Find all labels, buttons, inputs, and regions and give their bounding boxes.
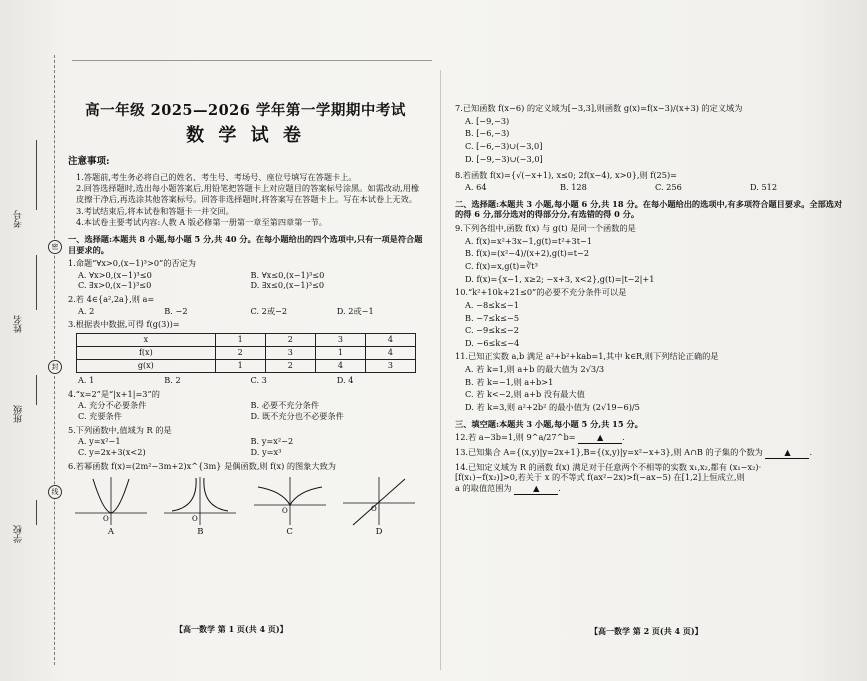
option-c: C. −9≤k≤−2 <box>465 325 519 336</box>
option-c: C. [−6,−3)∪(−3,0] <box>465 140 543 151</box>
option-d: D. 既不充分也不必要条件 <box>250 411 344 422</box>
option-c: C. 2或−2 <box>250 305 288 316</box>
question-5-options <box>78 436 423 457</box>
answer-blank: ▲ <box>765 447 809 459</box>
option-c: C. 3 <box>250 375 267 386</box>
section-2-heading: 二、选择题:本题共 3 小题,每小题 6 分,共 18 分。在每小题给出的选项中,有多项符合题目要求。全部选对的得 6 分,部分选对的得部分分,有选错的得 0 分。 <box>455 198 843 220</box>
option-d: D. 2或−1 <box>336 305 374 316</box>
question-8-options <box>465 182 845 193</box>
question-2: 2.若 4∈{a²,2a},则 a= <box>68 294 155 305</box>
question-4: 4.“x=2”是“|x+1|=3”的 <box>68 388 160 399</box>
question-7-options <box>465 116 845 165</box>
option-b: B. −2 <box>164 305 188 316</box>
page-2-footer: 【高一数学 第 2 页(共 4 页)】 <box>590 626 703 636</box>
table-cell: 3 <box>315 334 365 347</box>
option-d: D. y=x³ <box>250 447 282 458</box>
question-9-options <box>465 236 845 285</box>
table-row <box>77 347 416 360</box>
option-b: B. [−6,−3) <box>465 128 510 139</box>
question-14-line-3: a 的取值范围为 <box>455 483 512 494</box>
option-c: C. f(x)=x,g(t)=∛t³ <box>465 260 538 271</box>
option-a: A. 64 <box>465 181 487 192</box>
svg-text:O: O <box>192 515 199 524</box>
note-item: 2.回答选择题时,选出每小题答案后,用铅笔把答题卡上对应题目的答案标号涂黑。如需改动,用橡皮擦干净后,再选涂其他答案标号。回答非选择题时,将答案写在答题卡上。写在本试卷上无效。 <box>76 183 420 204</box>
exam-title: 高一年级 2025—2026 学年第一学期期中考试 <box>85 102 406 119</box>
question-6: 6.若幂函数 f(x)=(2m²−3m+2)x^{3m} 是偶函数,则 f(x) 的图象大致为 <box>68 460 336 471</box>
fill-line-xuexiao <box>36 500 37 525</box>
question-4-options <box>78 400 423 421</box>
section-1-heading: 一、选择题:本题共 8 小题,每小题 5 分,共 40 分。在每小题给出的四个选项中,只有一项是符合题目要求的。 <box>68 233 423 255</box>
option-a: A. y=x²−1 <box>78 436 121 447</box>
question-3-options <box>78 375 423 386</box>
graph-label-b: B <box>197 527 204 538</box>
label-xingming: 姓名 <box>14 315 24 333</box>
page-1-footer: 【高一数学 第 1 页(共 4 页)】 <box>175 624 288 634</box>
option-d: D. −6≤k≤−4 <box>465 337 520 348</box>
question-10-options <box>465 300 845 349</box>
question-2-options <box>78 306 423 317</box>
table-cell: g(x) <box>77 360 216 373</box>
question-13 <box>455 447 845 459</box>
table-cell: 3 <box>265 347 315 360</box>
svg-text:O: O <box>370 505 377 514</box>
option-b: B. 若 k=−1,则 a+b>1 <box>465 376 554 387</box>
option-b: B. 必要不充分条件 <box>250 400 320 411</box>
label-banji: 班级 <box>14 405 24 423</box>
top-line <box>72 60 432 61</box>
answer-blank: ▲ <box>578 432 622 444</box>
seal-mark-feng: 封 <box>48 360 62 374</box>
graph-option-d <box>338 475 420 538</box>
table-cell: 2 <box>265 360 315 373</box>
value-table <box>76 333 416 373</box>
table-cell: 1 <box>315 347 365 360</box>
option-a: A. f(x)=x²+3x−1,g(t)=t²+3t−1 <box>465 235 593 246</box>
question-7: 7.已知函数 f(x−6) 的定义域为[−3,3],则函数 g(x)=f(x−3)/(x+3) 的定义域为 <box>455 103 743 113</box>
question-1-options <box>78 270 423 291</box>
option-a: A. 充分不必要条件 <box>78 400 147 411</box>
note-item: 4.本试卷主要考试内容:人教 A 版必修第一册第一章至第四章第一节。 <box>76 217 327 228</box>
option-a: A. −8≤k≤−1 <box>465 299 519 310</box>
table-cell: f(x) <box>77 347 216 360</box>
note-item: 1.答题前,考生务必将自己的姓名、考生号、考场号、座位号填写在答题卡上。 <box>76 171 357 182</box>
question-11: 11.已知正实数 a,b 满足 a²+b²+kab=1,其中 k∈R,则下列结论正确的是 <box>455 351 719 362</box>
label-kaohao: 考号 <box>14 210 24 228</box>
note-item: 3.考试结束后,将本试卷和答题卡一并交回。 <box>76 205 234 216</box>
option-b: B. f(x)=(x²−4)/(x+2),g(t)=t−2 <box>465 248 590 259</box>
question-14-line-1: 14.已知定义域为 R 的函数 f(x) 满足对于任意两个不相等的实数 x₁,x₂,都有 (x₁−x₂)· <box>455 461 762 472</box>
table-row <box>77 334 416 347</box>
option-a: A. [−9,−3) <box>465 115 510 126</box>
option-b: B. 128 <box>560 181 587 192</box>
question-12-tail: . <box>622 432 625 443</box>
option-a: A. 若 k=1,则 a+b 的最大值为 2√3/3 <box>465 364 605 375</box>
option-c: C. 若 k<−2,则 a+b 没有最大值 <box>465 389 585 400</box>
page-fold <box>440 70 441 670</box>
seal-mark-mi: 密 <box>48 240 62 254</box>
graph-option-b <box>159 475 241 538</box>
question-1: 1.命题“∀x>0,(x−1)³>0”的否定为 <box>68 258 196 269</box>
table-cell: 1 <box>215 360 265 373</box>
question-9: 9.下列各组中,函数 f(x) 与 g(t) 是同一个函数的是 <box>455 222 636 233</box>
question-14-line-2: [f(x₁)−f(x₂)]>0,若关于 x 的不等式 f(ax²−2x)>f(−ax−5) 在[1,2]上恒成立,则 <box>455 472 745 483</box>
question-13-stem: 13.已知集合 A={(x,y)|y=2x+1},B={(x,y)|y=x²−x+3},则 A∩B 的子集的个数为 <box>455 447 763 458</box>
question-10: 10.“k²+10k+21≤0”的必要不充分条件可以是 <box>455 287 627 298</box>
option-d: D. 4 <box>336 375 354 386</box>
graph-b-icon <box>162 475 238 527</box>
option-d: D. 若 k=3,则 a²+2b² 的最小值为 (2√19−6)/5 <box>465 402 640 413</box>
svg-text:O: O <box>281 507 288 516</box>
question-6-graphs <box>70 475 420 538</box>
graph-d-icon <box>341 475 417 527</box>
option-c: C. ∃x>0,(x−1)³≤0 <box>78 280 152 291</box>
seal-mark-xian: 线 <box>48 485 62 499</box>
question-13-tail: . <box>809 447 813 458</box>
graph-label-a: A <box>107 527 115 538</box>
table-cell: x <box>77 334 216 347</box>
fill-line-banji <box>36 375 37 405</box>
question-3: 3.根据表中数据,可得 f(g(3))= <box>68 319 180 330</box>
table-cell: 2 <box>215 347 265 360</box>
option-b: B. −7≤k≤−5 <box>465 312 520 323</box>
table-cell: 1 <box>215 334 265 347</box>
answer-blank: ▲ <box>514 483 558 495</box>
option-d: D. 512 <box>750 181 778 192</box>
exam-subject: 数 学 试 卷 <box>186 124 305 146</box>
table-row <box>77 360 416 373</box>
option-c: C. y=2x+3(x<2) <box>78 447 146 458</box>
option-b: B. ∀x≤0,(x−1)³≤0 <box>250 269 325 280</box>
page-1 <box>68 95 423 538</box>
label-xuexiao: 学校 <box>14 525 24 543</box>
table-cell: 3 <box>365 360 415 373</box>
question-5: 5.下列函数中,值域为 R 的是 <box>68 424 172 435</box>
section-3-heading: 三、填空题:本题共 3 小题,每小题 5 分,共 15 分。 <box>455 418 643 429</box>
option-a: A. 2 <box>78 305 95 316</box>
option-b: B. 2 <box>164 375 181 386</box>
question-12-stem: 12.若 a−3b=1,则 9^a/27^b= <box>455 432 576 443</box>
question-11-options <box>465 364 845 413</box>
option-c: C. 256 <box>655 181 682 192</box>
notes-heading: 注意事项: <box>68 156 110 168</box>
option-a: A. 1 <box>78 375 95 386</box>
option-d: D. ∃x≤0,(x−1)³≤0 <box>250 280 325 291</box>
graph-label-d: D <box>375 527 383 538</box>
graph-option-c <box>249 475 331 538</box>
question-12 <box>455 432 845 444</box>
graph-a-icon <box>73 475 149 527</box>
option-b: B. y=x²−2 <box>250 436 294 447</box>
question-14 <box>455 462 845 495</box>
table-cell: 4 <box>365 334 415 347</box>
table-cell: 4 <box>365 347 415 360</box>
fill-line-xingming <box>36 255 37 310</box>
question-14-tail: . <box>558 483 561 494</box>
table-cell: 2 <box>265 334 315 347</box>
svg-text:O: O <box>103 515 109 524</box>
option-d: D. [−9,−3)∪(−3,0] <box>465 153 543 164</box>
question-8: 8.若函数 f(x)={√(−x+1), x≤0; 2f(x−4), x>0},则 f(25)= <box>455 170 677 181</box>
option-c: C. 充要条件 <box>78 411 122 422</box>
option-d: D. f(x)={x−1, x≥2; −x+3, x<2},g(t)=|t−2|+1 <box>465 273 655 284</box>
table-cell: 4 <box>315 360 365 373</box>
page-2 <box>455 100 845 496</box>
graph-c-icon <box>252 475 328 527</box>
fill-line-kaohao <box>36 140 37 210</box>
graph-option-a <box>70 475 152 538</box>
graph-label-c: C <box>286 527 293 538</box>
option-a: A. ∀x>0,(x−1)³≤0 <box>78 269 152 280</box>
binding-strip <box>0 0 68 681</box>
